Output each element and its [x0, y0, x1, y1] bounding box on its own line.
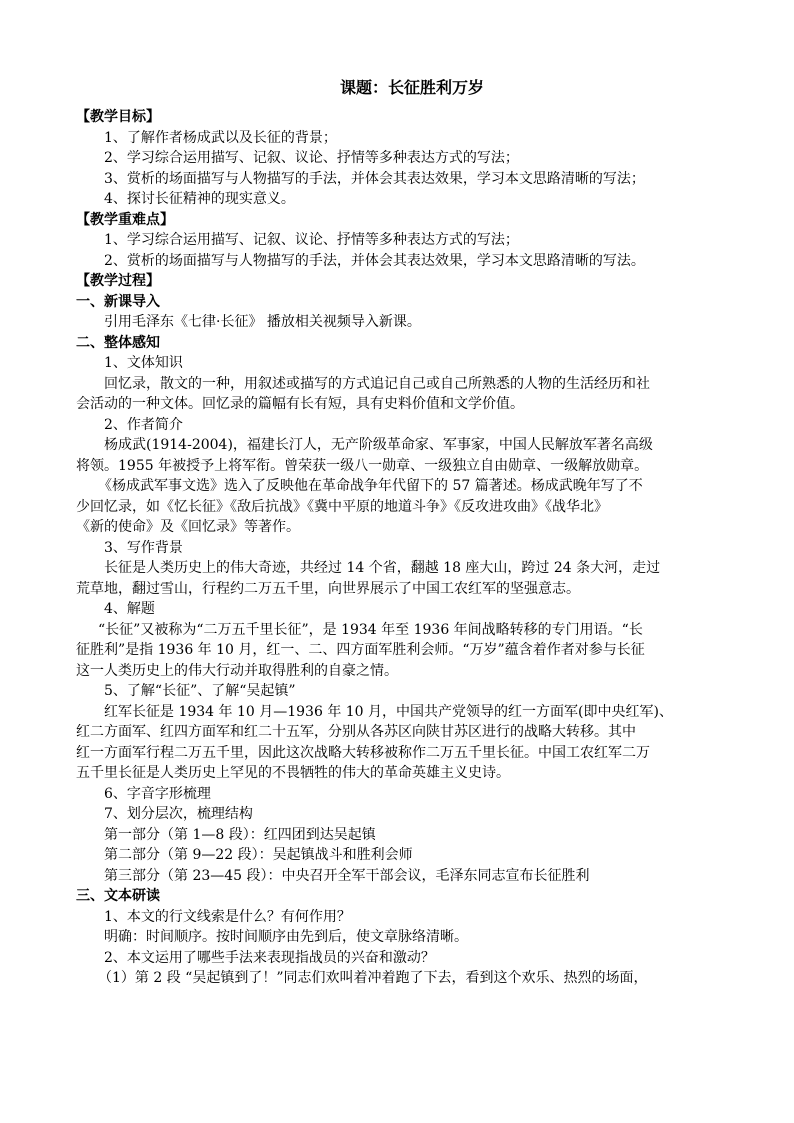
text-line: 3、赏析的场面描写与人物描写的手法，并体会其表达效果，学习本文思路清晰的写法； [104, 170, 645, 187]
text-line: 第一部分（第 1—8 段）：红四团到达吴起镇 [104, 826, 376, 843]
text-line: 2、赏析的场面描写与人物描写的手法，并体会其表达效果，学习本文思路清晰的写法。 [104, 252, 645, 269]
section-heading: 【教学目标】 [76, 109, 160, 125]
text-line: 2、本文运用了哪些手法来表现指战员的兴奋和激动？ [104, 949, 435, 966]
text-line: 引用毛泽东《七律·长征》 播放相关视频导入新课。 [104, 314, 421, 330]
text-line: 3、写作背景 [104, 539, 183, 556]
text-line: 7、划分层次，梳理结构 [104, 806, 253, 822]
text-line: 1、本文的行文线索是什么？有何作用？ [104, 908, 351, 925]
text-line: 2、作者简介 [104, 416, 183, 433]
document-page [76, 76, 726, 989]
text-line: 长征是人类历史上的伟大奇迹，共经过 14 个省，翻越 18 座大山，跨过 24 条大河，走过 [104, 560, 661, 576]
section-heading: 二、整体感知 [76, 334, 160, 351]
text-line: 第二部分（第 9—22 段）：吴起镇战斗和胜利会师 [104, 847, 413, 863]
text-line: 5、了解“长征”、了解“吴起镇” [104, 683, 296, 699]
text-line: 4、解题 [104, 601, 155, 617]
text-line: 2、学习综合运用描写、记叙、议论、抒情等多种表达方式的写法； [104, 150, 519, 166]
text-line: 1、文体知识 [104, 355, 183, 371]
text-line: 6、字音字形梳理 [104, 785, 211, 802]
section-heading: 【教学过程】 [76, 273, 160, 289]
text-line: 1、学习综合运用描写、记叙、议论、抒情等多种表达方式的写法； [104, 232, 519, 248]
text-line: 会活动的一种文体。回忆录的篇幅有长有短，具有史料价值和文学价值。 [76, 396, 524, 412]
text-line: 4、探讨长征精神的现实意义。 [104, 191, 295, 207]
text-line: （1）第 2 段 “吴起镇到了！”同志们欢叫着冲着跑了下去，看到这个欢乐、热烈的场面， [98, 970, 648, 986]
document-body [76, 107, 726, 989]
text-line: 杨成武(1914-2004)，福建长汀人，无产阶级革命家、军事家，中国人民解放军著名高级 [104, 437, 653, 453]
text-line: 少回忆录，如《忆长征》《敌后抗战》《冀中平原的地道斗争》《反攻进攻曲》《战华北》 [76, 498, 608, 515]
text-line: 明确：时间顺序。按时间顺序由先到后，使文章脉络清晰。 [104, 929, 468, 945]
text-line: 1、了解作者杨成武以及长征的背景； [104, 129, 337, 146]
text-line: 红军长征是 1934 年 10 月—1936 年 10 月，中国共产党领导的红一方面军(即中央红军)、 [104, 703, 673, 720]
section-heading: 一、新课导入 [76, 293, 160, 310]
text-line: 回忆录，散文的一种，用叙述或描写的方式追记自己或自己所熟悉的人物的生活经历和社 [104, 375, 650, 392]
page-title: 课题：长征胜利万岁 [339, 78, 484, 97]
text-line: 《杨成武军事文选》选入了反映他在革命战争年代留下的 57 篇著述。杨成武晚年写了不 [98, 478, 643, 494]
section-heading: 【教学重难点】 [76, 211, 174, 228]
text-line: 红二方面军、红四方面军和红二十五军，分别从各苏区向陕甘苏区进行的战略大转移。其中 [76, 724, 636, 740]
text-line: 红一方面军行程二万五千里，因此这次战略大转移被称作二万五千里长征。中国工农红军二万 [76, 744, 650, 761]
text-line: 《新的使命》及《回忆录》等著作。 [76, 519, 300, 535]
section-heading: 三、文本研读 [76, 888, 160, 904]
text-line: 第三部分（第 23—45 段）：中央召开全军干部会议，毛泽东同志宣布长征胜利 [104, 867, 590, 884]
text-line: 五千里长征是人类历史上罕见的不畏牺牲的伟大的革命英雄主义史诗。 [76, 765, 510, 781]
text-line: 这一人类历史上的伟大行动并取得胜利的自豪之情。 [76, 662, 398, 679]
text-line: “长征”又被称为“二万五千里长征”，是 1934 年至 1936 年间战略转移的专门用语。“长 [98, 621, 643, 638]
text-line: 将领。1955 年被授予上将军衔。曾荣获一级八一勋章、一级独立自由勋章、一级解放勋章。 [76, 457, 649, 474]
text-line: 荒草地，翻过雪山，行程约二万五千里，向世界展示了中国工农红军的坚强意志。 [76, 580, 580, 597]
text-line: 征胜利”是指 1936 年 10 月，红一、二、四方面军胜利会师。“万岁”蕴含着作者对参与长征 [76, 642, 645, 658]
